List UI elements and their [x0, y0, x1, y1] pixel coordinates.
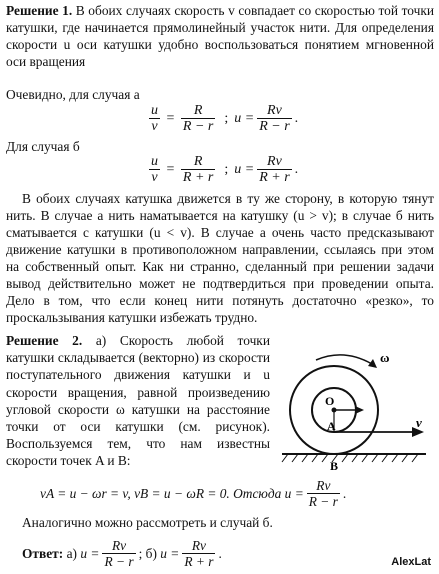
- rotation-arc: [316, 355, 372, 364]
- case-a-formula: $\frac{u}{v}$ = $\frac{R}{R - r}$ ; u = $\frac{Rv}{R - r}$ .: [151, 103, 299, 134]
- solution-1-paragraph: [6, 2, 434, 70]
- answer-line: Ответ: а) u = $\frac{Rv}{R - r}$ ; б) u = $\frac{Rv}{R + r}$ .: [22, 538, 222, 569]
- solution-1-label: Решение 1.: [6, 3, 73, 18]
- answer-label: Ответ:: [22, 545, 64, 561]
- solution-2-equation: vA = u − ωr = v, vB = u − ωR = 0. Отсюда u = $\frac{Rv}{R - r}$ .: [40, 478, 347, 509]
- case-b-label: Для случая б: [6, 139, 80, 154]
- signature: AlexLat: [391, 556, 431, 568]
- label-o: O: [325, 394, 335, 408]
- spool-figure: [276, 350, 436, 472]
- label-omega: ω: [380, 350, 390, 365]
- solution-2-label: Решение 2.: [6, 333, 83, 348]
- solution-2-paragraph: [6, 332, 270, 470]
- label-a: A: [327, 419, 336, 433]
- similar-case-text: Аналогично можно рассмотреть и случай б.: [22, 515, 273, 530]
- ground-hatching: [282, 454, 418, 462]
- rotation-arrow: [368, 359, 377, 368]
- label-b: B: [330, 459, 339, 472]
- solution-2-text: а) Скорость любой точки катушки складывается (векторно) из скорости поступательного движения катушки и u скорости вращения, равной произведению угловой скорости ω катушки на расстояние точки от оси катушки (см. рисунок). Воспользуемся тем, что нам известны скорости точек A и B:: [6, 333, 270, 469]
- solution-1-intro: В обоих случаях скорость v совпадает со скоростью той точки катушки, где начинается прямолинейный участок нити. Для определения скорости u оси катушки удобно воспользоваться понятием мгновенной оси вращения: [6, 3, 434, 69]
- case-a-label: Очевидно, для случая а: [6, 87, 140, 102]
- label-v: v: [416, 415, 422, 430]
- case-b-formula: $\frac{u}{v}$ = $\frac{R}{R + r}$ ; u = $\frac{Rv}{R + r}$ .: [151, 154, 299, 185]
- discussion-paragraph: В обоих случаях катушка движется в ту же сторону, в которую тянут нить. В случае а нить наматывается на катушку (u > v); в случае б нить сматывается с катушки (u < v). В случае а очень часто предсказывают движение катушки в противоположном направлении, ссылаясь при этом на собственный опыт. Как ни странно, сделанный при решении задачи вывод действительно может не подтвердиться при проведении опыта. Дело в том, что если конец нити потянуть достаточно «резко», то проскальзывания катушки избежать трудно.: [6, 191, 434, 325]
